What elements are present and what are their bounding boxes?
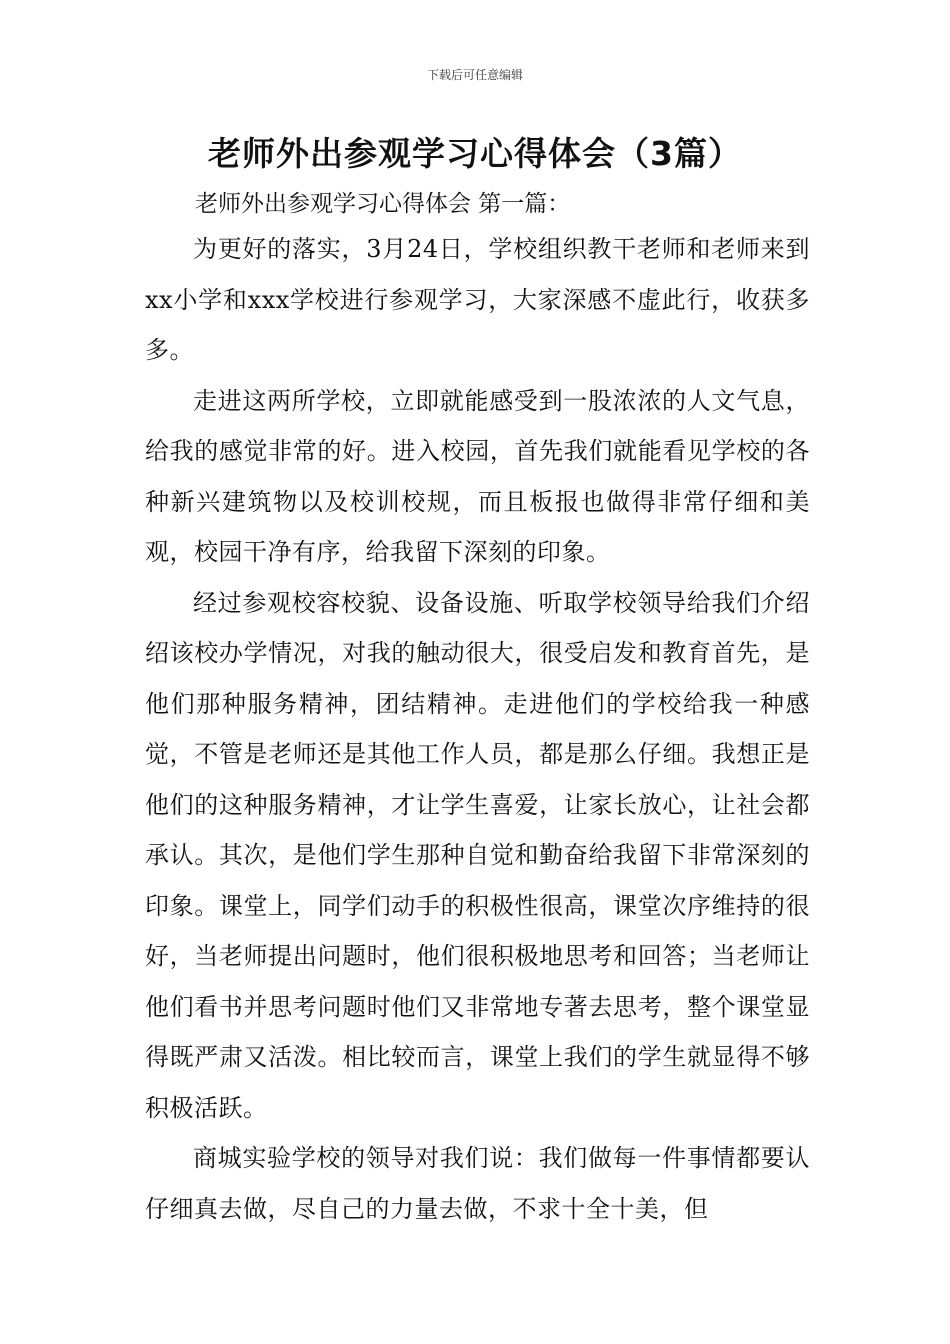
paragraph: 商城实验学校的领导对我们说：我们做每一件事情都要认仔细真去做，尽自己的力量去做，不求十全十美，但 <box>145 1144 810 1223</box>
document-body <box>145 224 810 1234</box>
paragraph: 为更好的落实，3月24日，学校组织教干老师和老师来到xx小学和xxx学校进行参观学习，大家深感不虚此行，收获多多。 <box>145 235 810 364</box>
section-heading: 老师外出参观学习心得体会 第一篇： <box>195 191 571 217</box>
paragraph: 经过参观校容校貌、设备设施、听取学校领导给我们介绍绍该校办学情况，对我的触动很大，很受启发和教育首先，是他们那种服务精神，团结精神。走进他们的学校给我一种感觉，不管是老师还是其他工作人员，都是那么仔细。我想正是他们的这种服务精神，才让学生喜爱，让家长放心，让社会都承认。其次，是他们学生那种自觉和勤奋给我留下非常深刻的印象。课堂上，同学们动手的积极性很高，课堂次序维持的很好，当老师提出问题时，他们很积极地思考和回答；当老师让他们看书并思考问题时他们又非常地专著去思考，整个课堂显得既严肃又活泼。相比较而言，课堂上我们的学生就显得不够积极活跃。 <box>145 588 810 1122</box>
document-title: 老师外出参观学习心得体会（3篇） <box>208 134 742 173</box>
paragraph: 走进这两所学校，立即就能感受到一股浓浓的人文气息，给我的感觉非常的好。进入校园，首先我们就能看见学校的各种新兴建筑物以及校训校规，而且板报也做得非常仔细和美观，校园干净有序，给我留下深刻的印象。 <box>145 386 810 566</box>
header-note: 下载后可任意编辑 <box>426 68 523 82</box>
